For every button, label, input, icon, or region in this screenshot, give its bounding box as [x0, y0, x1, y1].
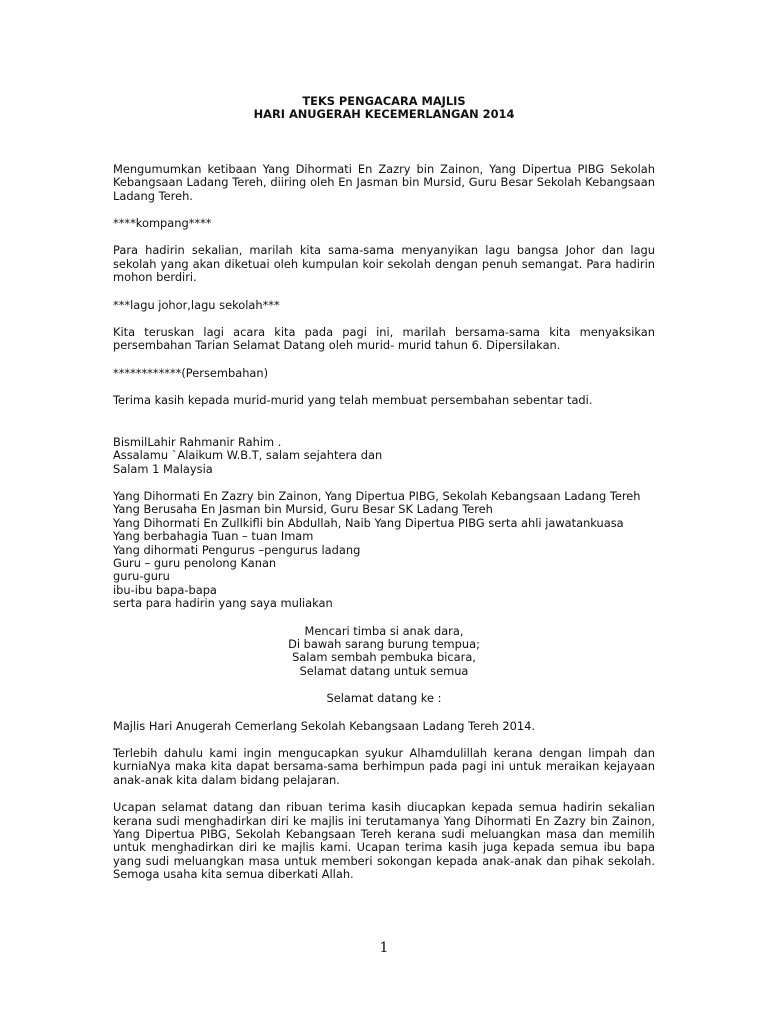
paragraph-anthem: Para hadirin sekalian, marilah kita sama-sama menyanyikan lagu bangsa Johor dan lagu sekolah yang akan diketuai oleh kumpulan koir sekolah dengan penuh semangat. Para hadirin mohon berdiri.	[113, 243, 655, 285]
greeting-line: BismilLahir Rahmanir Rahim .	[113, 434, 282, 449]
pantun-line: Selamat datang untuk semua	[299, 663, 469, 678]
pantun-line: Mencari timba si anak dara,	[304, 623, 464, 638]
salutation-line: Yang Berusaha En Jasman bin Mursid, Guru Besar SK Ladang Tereh	[113, 502, 493, 517]
paragraph-welcome-thanks: Ucapan selamat datang dan ribuan terima kasih diucapkan kepada semua hadirin sekalian kerana sudi menghadirkan diri ke majlis ini terutamanya Yang Dihormati En Zazry bin Zainon, Yang Dipertua PIBG, Sekolah Kebangsaan Tereh kerana sudi meluangkan masa dan memilih untuk menghadirkan diri ke majlis kami. Ucapan terima kasih juga kepada semua ibu bapa yang sudi meluangkan masa untuk memberi sokongan kepada anak-anak dan pihak sekolah. Semoga usaha kita semua diberkati Allah.	[113, 800, 655, 882]
salutation-line: ibu-ibu bapa-bapa	[113, 582, 217, 597]
pantun-verse	[113, 625, 655, 679]
salutation-line: Yang dihormati Pengurus –pengurus ladang	[113, 542, 361, 557]
paragraph-arrival: Mengumumkan ketibaan Yang Dihormati En Zazry bin Zainon, Yang Dipertua PIBG Sekolah Kebangsaan Ladang Tereh, diiring oleh En Jasman bin Mursid, Guru Besar Sekolah Kebangsaan Ladang Tereh.	[113, 161, 655, 203]
cue-kompang: ****kompang****	[113, 216, 212, 231]
salutation-line: Yang Dihormati En Zazry bin Zainon, Yang Dipertua PIBG, Sekolah Kebangsaan Ladang Tereh	[113, 488, 641, 503]
paragraph-thanks-pupils: Terima kasih kepada murid-murid yang telah membuat persembahan sebentar tadi.	[113, 393, 593, 408]
document-title: TEKS PENGACARA MAJLIS	[302, 94, 466, 108]
greeting-line: Assalamu `Alaikum W.B.T, salam sejahtera dan	[113, 448, 383, 463]
pantun-line: Salam sembah pembuka bicara,	[292, 650, 476, 665]
welcome-heading: Selamat datang ke :	[326, 691, 442, 706]
salutation-line: Yang Dihormati En Zullkifli bin Abdullah, Naib Yang Dipertua PIBG serta ahli jawatankuasa	[113, 515, 624, 530]
cue-performance: ************(Persembahan)	[113, 365, 269, 380]
salutation-line: serta para hadirin yang saya muliakan	[113, 596, 333, 611]
event-name-line: Majlis Hari Anugerah Cemerlang Sekolah Kebangsaan Ladang Tereh 2014.	[113, 718, 536, 733]
paragraph-performance: Kita teruskan lagi acara kita pada pagi ini, marilah bersama-sama kita menyaksikan persembahan Tarian Selamat Datang oleh murid- murid tahun 6. Dipersilakan.	[113, 325, 655, 353]
document-subtitle: HARI ANUGERAH KECEMERLANGAN 2014	[253, 107, 515, 122]
page-number: 1	[379, 940, 389, 956]
salutation-line: Yang berbahagia Tuan – tuan Imam	[113, 529, 314, 544]
cue-songs: ***lagu johor,lagu sekolah***	[113, 297, 280, 312]
greeting-line: Salam 1 Malaysia	[113, 461, 213, 476]
salutations-list	[113, 490, 655, 611]
pantun-line: Di bawah sarang burung tempua;	[288, 636, 480, 651]
document-page	[113, 95, 655, 882]
salutation-line: guru-guru	[113, 569, 170, 584]
paragraph-gratitude: Terlebih dahulu kami ingin mengucapkan syukur Alhamdulillah kerana dengan limpah dan kurniaNya maka kita dapat bersama-sama berhimpun pada pagi ini untuk meraikan kejayaan anak-anak kita dalam bidang pelajaran.	[113, 746, 655, 787]
salutation-line: Guru – guru penolong Kanan	[113, 555, 277, 570]
greeting-block	[113, 436, 655, 476]
